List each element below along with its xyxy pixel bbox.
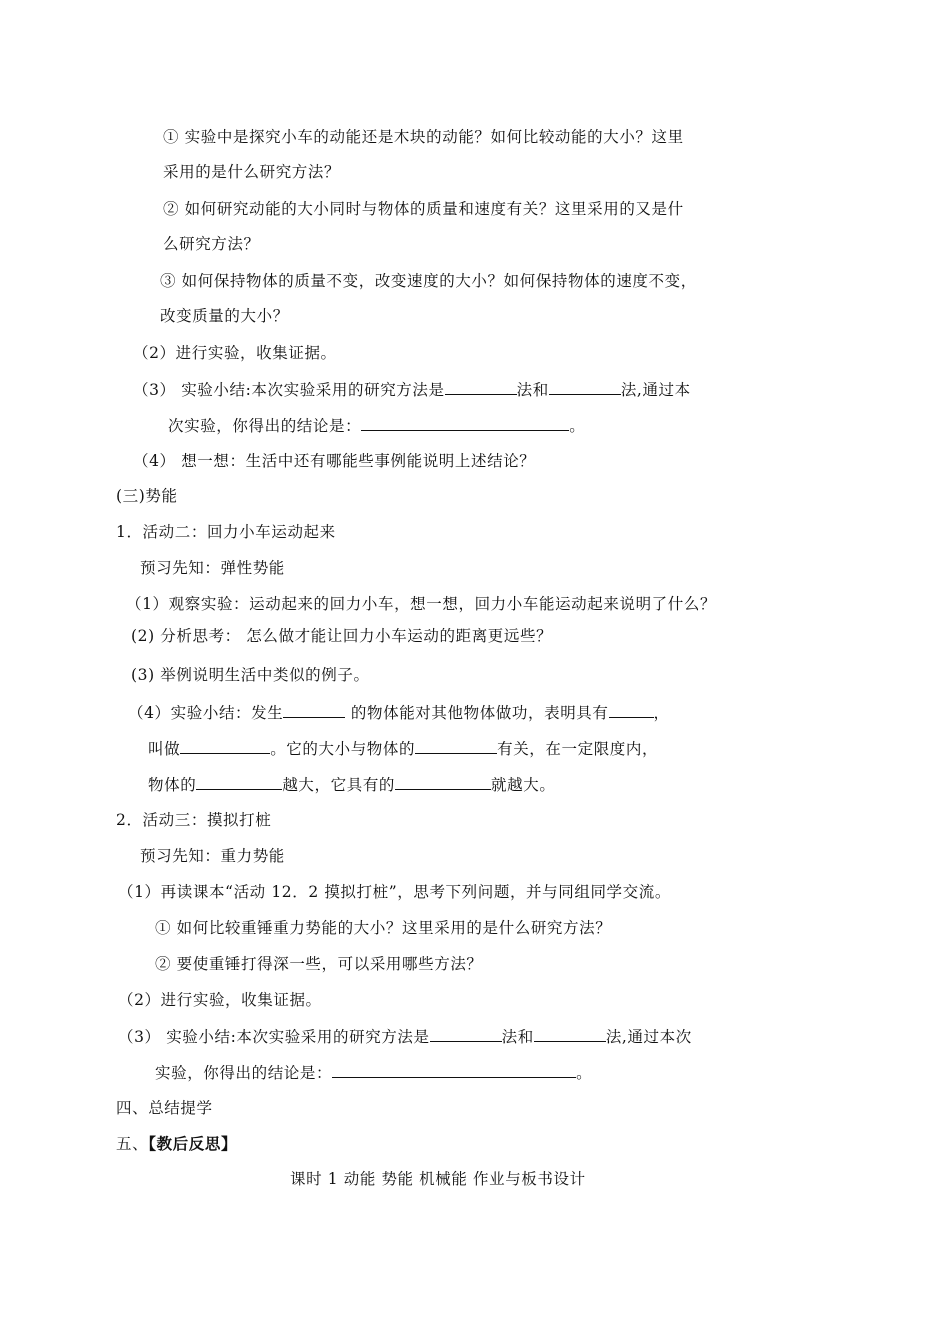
- pile-3-text-a: （3） 实验小结:本次实验采用的研究方法是: [118, 1028, 430, 1046]
- method-blank-1[interactable]: [445, 379, 517, 395]
- observe-3: (3) 举例说明生活中类似的例子。: [131, 666, 370, 684]
- pile-2: （2）进行实验，收集证据。: [118, 991, 322, 1009]
- energy-blank[interactable]: [609, 702, 654, 718]
- summary-4-text-g: 物体的: [148, 776, 197, 794]
- summary-4-line-2: [148, 738, 658, 759]
- summary-4-text-c: ，: [653, 704, 670, 722]
- section-5-title: 【教后反思】: [148, 1134, 238, 1153]
- step-3-line-2: [168, 415, 585, 436]
- summary-4-line-3: [148, 774, 555, 795]
- activity-3-heading: 2．活动三：摸拟打桩: [116, 811, 272, 829]
- question-2-line-2: 么研究方法？: [163, 235, 260, 253]
- step-3-text-e: 。: [569, 417, 586, 435]
- section-5-number: 五、: [116, 1135, 149, 1153]
- pile-1b: ② 要使重锤打得深一些，可以采用哪些方法？: [155, 955, 483, 973]
- step-3-text-c: 法,通过本: [620, 381, 691, 399]
- pile-3-text-b: 法和: [501, 1028, 534, 1046]
- preview-gravity: 预习先知：重力势能: [140, 847, 285, 865]
- step-3-text-b: 法和: [516, 381, 549, 399]
- factor-blank[interactable]: [415, 738, 497, 754]
- summary-4-text-e: 。它的大小与物体的: [270, 740, 416, 758]
- pile-method-blank-1[interactable]: [430, 1026, 502, 1042]
- section-5-heading: [116, 1134, 237, 1154]
- section-4-heading: 四、总结提学: [116, 1099, 213, 1117]
- observe-1: （1）观察实验：运动起来的回力小车，想一想，回力小车能运动起来说明了什么？: [126, 595, 717, 613]
- pile-method-blank-2[interactable]: [534, 1026, 606, 1042]
- step-3-text-d: 次实验，你得出的结论是：: [168, 417, 362, 435]
- pile-3-line-1: [118, 1026, 692, 1047]
- deformation-blank[interactable]: [283, 702, 345, 718]
- conclusion-blank[interactable]: [361, 415, 569, 431]
- pile-conclusion-blank[interactable]: [332, 1062, 576, 1078]
- question-3-line-2: 改变质量的大小？: [160, 307, 289, 325]
- pile-3-line-2: [155, 1062, 592, 1083]
- method-blank-2[interactable]: [549, 379, 621, 395]
- quantity-blank[interactable]: [196, 774, 282, 790]
- section-3-heading: (三)势能: [116, 487, 178, 505]
- activity-2-heading: 1．活动二：回力小车运动起来: [116, 523, 336, 541]
- energy-type-blank[interactable]: [395, 774, 491, 790]
- pile-3-text-e: 。: [576, 1064, 593, 1082]
- question-2-line-1: ② 如何研究动能的大小同时与物体的质量和速度有关？这里采用的又是什: [163, 200, 684, 218]
- question-1-line-2: 采用的是什么研究方法？: [163, 163, 341, 181]
- summary-4-text-d: 叫做: [148, 740, 181, 758]
- question-3-line-1: ③ 如何保持物体的质量不变，改变速度的大小？如何保持物体的速度不变，: [160, 272, 697, 290]
- preview-elastic: 预习先知：弹性势能: [140, 559, 285, 577]
- pile-1a: ① 如何比较重锤重力势能的大小？这里采用的是什么研究方法？: [155, 919, 612, 937]
- summary-4-text-h: 越大，它具有的: [282, 776, 396, 794]
- pile-3-text-d: 实验，你得出的结论是：: [155, 1064, 333, 1082]
- summary-4-text-a: （4）实验小结：发生: [128, 704, 284, 722]
- observe-2: (2) 分析思考： 怎么做才能让回力小车运动的距离更远些？: [131, 627, 553, 645]
- step-2: （2）进行实验，收集证据。: [133, 344, 337, 362]
- summary-4-text-f: 有关，在一定限度内，: [497, 740, 659, 758]
- footer-title: 课时 1 动能 势能 机械能 作业与板书设计: [290, 1170, 586, 1188]
- summary-4-line-1: [128, 702, 670, 723]
- pile-1: （1）再读课本“活动 12．2 摸拟打桩”，思考下列问题，并与同组同学交流。: [118, 883, 671, 901]
- summary-4-text-i: 就越大。: [491, 776, 556, 794]
- summary-4-text-b: 的物体能对其他物体做功，表明具有: [345, 704, 609, 722]
- step-3-text-a: （3） 实验小结:本次实验采用的研究方法是: [133, 381, 445, 399]
- term-blank[interactable]: [180, 738, 270, 754]
- pile-3-text-c: 法,通过本次: [605, 1028, 692, 1046]
- step-3-line-1: [133, 379, 691, 400]
- question-1-line-1: ① 实验中是探究小车的动能还是木块的动能？如何比较动能的大小？这里: [163, 128, 684, 146]
- step-4: （4） 想一想：生活中还有哪能些事例能说明上述结论？: [133, 452, 536, 470]
